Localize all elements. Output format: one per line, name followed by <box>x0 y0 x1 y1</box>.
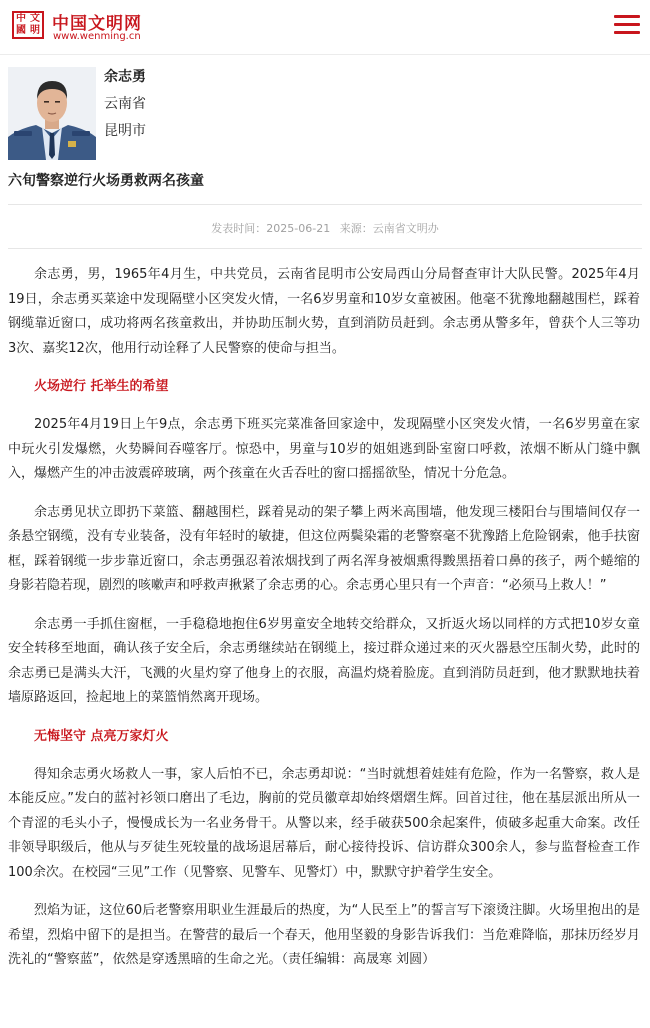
section-heading: 火场逆行 托举生的希望 <box>34 379 169 394</box>
site-logo-url: www.wenming.cn <box>53 31 141 42</box>
site-logo-seal[interactable]: 中 文 國 明 <box>12 11 44 39</box>
article-meta <box>0 220 650 236</box>
profile-photo <box>8 67 96 160</box>
article-paragraph: 得知余志勇火场救人一事，家人后怕不已，余志勇却说：“当时就想着娃娃有危险，作为一名警察，救人是本能反应。”发白的蓝衬衫领口磨出了毛边，胸前的党员徽章却始终熠熠生辉。回首过往，他在基层派出所从一个青涩的毛头小子，慢慢成长为一名业务骨干。从警以来，经手破获500余起案件，侦破多起重大命案。改任非领导职级后，他从与歹徒生死较量的战场退居幕后，耐心接待投诉、信访群众300余人，参与监督检查工作100余次。在校园“三见”工作（见警察、见警车、见警灯）中，默默守护着学生安全。 <box>8 766 640 880</box>
publish-time: 发表时间：2025-06-21 <box>211 222 331 235</box>
article-paragraph: 余志勇见状立即扔下菜篮、翻越围栏，踩着晃动的架子攀上两米高围墙，他发现三楼阳台与围墙间仅存一条悬空钢缆，没有专业装备，没有年轻时的敏捷，但这位两鬓染霜的老警察毫不犹豫踏上危险钢索，他手扶窗框，踩着钢缆一步步靠近窗口，余志勇强忍着浓烟找到了两名浑身被烟熏得黢黑捂着口鼻的孩子，两个蜷缩的身影若隐若现，剧烈的咳嗽声和呼救声揪紧了余志勇的心。余志勇心里只有一个声音：“必须马上救人！” <box>8 504 640 593</box>
meta-divider <box>8 248 642 249</box>
title-divider <box>8 204 642 205</box>
profile-name: 余志勇 <box>104 69 146 85</box>
article-body <box>8 263 640 987</box>
article-paragraph: 余志勇一手抓住窗框，一手稳稳地抱住6岁男童安全地转交给群众，又折返火场以同样的方式把10岁女童安全转移至地面，确认孩子安全后，余志勇继续站在钢缆上，接过群众递过来的灭火器悬空压制火势，此时的余志勇已是满头大汗，飞溅的火星灼穿了他身上的衣服，高温灼烧着脸庞。直到消防员赶到，他才默默地扶着墙原路返回，捡起地上的菜篮悄然离开现场。 <box>8 616 640 705</box>
article-paragraph: 2025年4月19日上午9点，余志勇下班买完菜准备回家途中，发现隔壁小区突发火情，一名6岁男童在家中玩火引发爆燃，火势瞬间吞噬客厅。惊恐中，男童与10岁的姐姐逃到卧室窗口呼救，浓烟不断从门缝中飘入，爆燃产生的冲击波震碎玻璃，两个孩童在火舌吞吐的窗口摇摇欲坠，情况十分危急。 <box>8 417 640 481</box>
source: 来源：云南省文明办 <box>339 222 439 235</box>
article-title: 六旬警察逆行火场勇救两名孩童 <box>8 173 204 189</box>
section-heading: 无悔坚守 点亮万家灯火 <box>34 728 169 744</box>
site-logo-title[interactable]: 中国文明网 <box>52 14 142 34</box>
profile-province: 云南省 <box>104 96 146 112</box>
article-paragraph: 余志勇，男，1965年4月生，中共党员，云南省昆明市公安局西山分局督查审计大队民警。2025年4月19日，余志勇买菜途中发现隔壁小区突发火情，一名6岁男童和10岁女童被困。他毫不犹豫地翻越围栏，踩着钢缆靠近窗口，成功将两名孩童救出，并协助压制火势，直到消防员赶到。余志勇从警多年，曾获个人三等功3次、嘉奖12次，他用行动诠释了人民警察的使命与担当。 <box>8 267 640 356</box>
menu-icon[interactable] <box>614 13 644 39</box>
top-bar <box>0 0 650 55</box>
article-paragraph: 烈焰为证，这位60后老警察用职业生涯最后的热度，为“人民至上”的誓言写下滚烫注脚。火场里抱出的是希望，烈焰中留下的是担当。在警营的最后一个春天，他用坚毅的身影告诉我们：当危难降临，那抹历经岁月洗礼的“警察蓝”，依然是穿透黑暗的生命之光。（责任编辑：高晟寒 刘圆） <box>8 903 640 967</box>
profile-city: 昆明市 <box>104 123 146 139</box>
